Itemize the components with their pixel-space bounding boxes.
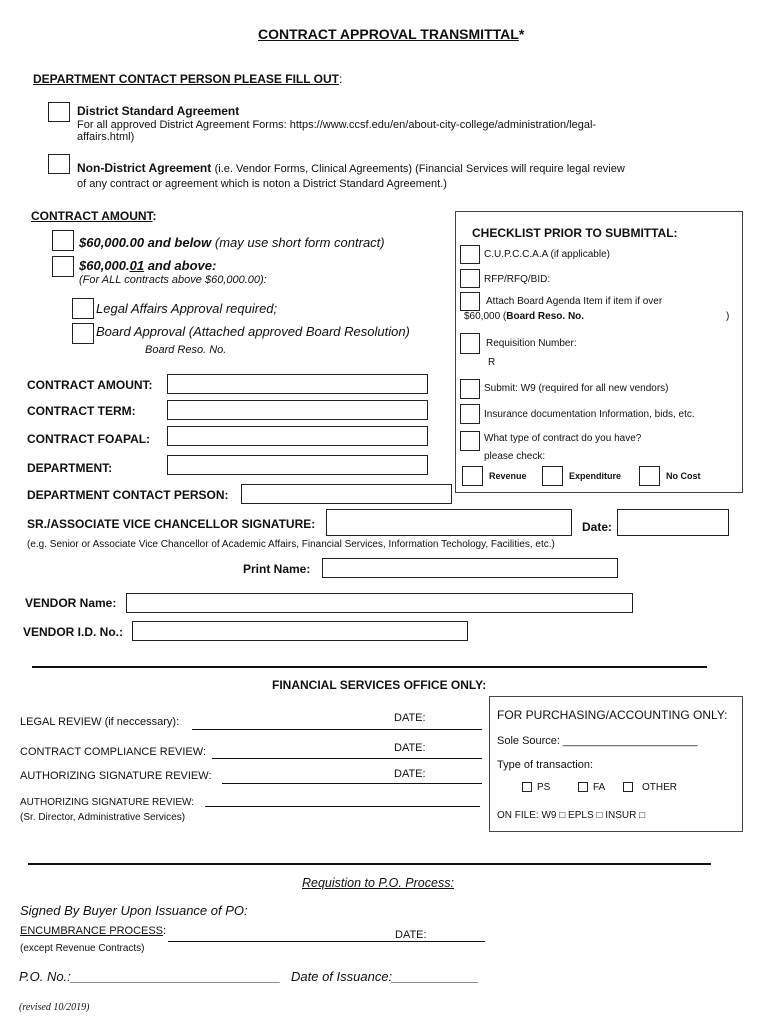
other-label: OTHER bbox=[642, 782, 677, 793]
no-cost-checkbox[interactable] bbox=[639, 466, 660, 486]
non-district-desc: (i.e. Vendor Forms, Clinical Agreements) (Financial Services will require legal review bbox=[214, 163, 625, 175]
insurance-label: Insurance documentation Information, bids, etc. bbox=[484, 409, 695, 420]
po-number-label: P.O. No.:_____________________________ bbox=[19, 969, 281, 984]
auth-sig-label: AUTHORIZING SIGNATURE REVIEW: bbox=[20, 770, 212, 782]
compliance-label: CONTRACT COMPLIANCE REVIEW: bbox=[20, 746, 207, 758]
revenue-checkbox[interactable] bbox=[462, 466, 483, 486]
insurance-checkbox[interactable] bbox=[460, 404, 480, 424]
vendor-id-input[interactable] bbox=[132, 621, 468, 641]
auth-sig-line[interactable] bbox=[222, 783, 482, 784]
board-agenda-reso: $60,000 (Board Reso. No. bbox=[464, 311, 585, 322]
dept-contact-input[interactable] bbox=[241, 484, 452, 504]
contract-amount-input[interactable] bbox=[167, 374, 428, 394]
auth-sig-2-label: AUTHORIZING SIGNATURE REVIEW: bbox=[20, 797, 195, 808]
vendor-id-label: VENDOR I.D. No.: bbox=[23, 625, 124, 639]
requisition-checkbox[interactable] bbox=[460, 333, 480, 354]
dept-contact-header: DEPARTMENT CONTACT PERSON PLEASE FILL OUT: bbox=[33, 72, 343, 86]
fa-checkbox[interactable] bbox=[578, 782, 588, 792]
dept-contact-label: DEPARTMENT CONTACT PERSON: bbox=[27, 488, 229, 502]
sr-signature-label: SR./ASSOCIATE VICE CHANCELLOR SIGNATURE: bbox=[27, 517, 316, 531]
contract-foapal-label: CONTRACT FOAPAL: bbox=[27, 432, 151, 446]
purchasing-header: FOR PURCHASING/ACCOUNTING ONLY: bbox=[497, 708, 728, 722]
contract-amount-label: CONTRACT AMOUNT: bbox=[27, 378, 153, 392]
amount-above-note: (For ALL contracts above $60,000.00): bbox=[79, 274, 267, 286]
date-label: Date: bbox=[582, 520, 613, 534]
legal-affairs-label: Legal Affairs Approval required; bbox=[96, 301, 278, 316]
date-of-issuance-label: Date of Issuance:____________ bbox=[291, 969, 479, 984]
print-name-input[interactable] bbox=[322, 558, 618, 578]
fso-header: FINANCIAL SERVICES OFFICE ONLY: bbox=[272, 678, 487, 692]
print-name-label: Print Name: bbox=[243, 562, 311, 576]
contract-foapal-input[interactable] bbox=[167, 426, 428, 446]
section-divider bbox=[32, 666, 707, 668]
board-approval-label: Board Approval (Attached approved Board Resolution) bbox=[96, 324, 410, 339]
ps-label: PS bbox=[537, 782, 551, 793]
requisition-label: Requisition Number: bbox=[486, 338, 577, 349]
w9-checkbox[interactable] bbox=[460, 379, 480, 399]
contract-term-label: CONTRACT TERM: bbox=[27, 404, 136, 418]
expenditure-label: Expenditure bbox=[569, 471, 622, 481]
department-label: DEPARTMENT: bbox=[27, 461, 113, 475]
signature-example: (e.g. Senior or Associate Vice Chancellor of Academic Affairs, Financial Services, Information Techology, Facilities, etc.) bbox=[27, 539, 555, 550]
expenditure-checkbox[interactable] bbox=[542, 466, 563, 486]
non-district-checkbox[interactable] bbox=[48, 154, 70, 174]
encumbrance-date-label: DATE: bbox=[395, 929, 427, 941]
amount-above-checkbox[interactable] bbox=[52, 256, 74, 277]
section-divider-2 bbox=[28, 863, 711, 865]
board-approval-checkbox[interactable] bbox=[72, 323, 94, 344]
other-checkbox[interactable] bbox=[623, 782, 633, 792]
except-revenue-label: (except Revenue Contracts) bbox=[20, 943, 145, 954]
revenue-label: Revenue bbox=[489, 471, 527, 481]
auth-sig-date-label: DATE: bbox=[394, 768, 426, 780]
page-title: CONTRACT APPROVAL TRANSMITTAL* bbox=[258, 26, 525, 42]
transaction-type-label: Type of transaction: bbox=[497, 759, 593, 771]
requisition-prefix: R bbox=[488, 357, 496, 368]
rfp-label: RFP/RFQ/BID: bbox=[484, 274, 551, 285]
sole-source-label: Sole Source: ______________________ bbox=[497, 735, 698, 747]
please-check-label: please check: bbox=[484, 451, 546, 462]
legal-affairs-checkbox[interactable] bbox=[72, 298, 94, 319]
cupccaa-label: C.U.P.C.C.A.A (if applicable) bbox=[484, 249, 610, 260]
legal-review-line[interactable] bbox=[192, 729, 482, 730]
compliance-date-label: DATE: bbox=[394, 742, 426, 754]
non-district-desc-2: of any contract or agreement which is noton a District Standard Agreement.) bbox=[77, 178, 447, 190]
contract-type-question: What type of contract do you have? bbox=[484, 433, 642, 444]
fa-label: FA bbox=[593, 782, 606, 793]
rfp-checkbox[interactable] bbox=[460, 269, 480, 288]
department-input[interactable] bbox=[167, 455, 428, 475]
board-agenda-reso-close: ) bbox=[726, 311, 730, 322]
cupccaa-checkbox[interactable] bbox=[460, 245, 480, 264]
sr-director-label: (Sr. Director, Administrative Services) bbox=[20, 812, 186, 823]
contract-amount-header: CONTRACT AMOUNT: bbox=[31, 209, 157, 223]
non-district-label: Non-District Agreement bbox=[77, 161, 212, 175]
encumbrance-label: ENCUMBRANCE PROCESS: bbox=[20, 925, 167, 937]
contract-type-checkbox[interactable] bbox=[460, 431, 480, 451]
amount-below-checkbox[interactable] bbox=[52, 230, 74, 251]
no-cost-label: No Cost bbox=[666, 471, 701, 481]
sr-signature-input[interactable] bbox=[326, 509, 572, 536]
district-standard-desc: For all approved District Agreement Forms: https://www.ccsf.edu/en/about-city-college/administration/legal- bbox=[77, 119, 597, 131]
req-to-po-header: Requistion to P.O. Process: bbox=[302, 876, 454, 890]
district-standard-label: District Standard Agreement bbox=[77, 104, 240, 118]
auth-sig-2-line[interactable] bbox=[205, 806, 480, 807]
board-agenda-checkbox[interactable] bbox=[460, 292, 480, 311]
checklist-title: CHECKLIST PRIOR TO SUBMITTAL: bbox=[472, 226, 678, 240]
legal-review-date-label: DATE: bbox=[394, 712, 426, 724]
legal-review-label: LEGAL REVIEW (if neccessary): bbox=[20, 716, 180, 728]
encumbrance-line[interactable] bbox=[168, 941, 485, 942]
on-file-label: ON FILE: W9 □ EPLS □ INSUR □ bbox=[497, 810, 646, 821]
revised-date: (revised 10/2019) bbox=[19, 1002, 90, 1013]
non-district-row bbox=[77, 161, 625, 175]
contract-term-input[interactable] bbox=[167, 400, 428, 420]
ps-checkbox[interactable] bbox=[522, 782, 532, 792]
compliance-line[interactable] bbox=[212, 758, 482, 759]
board-agenda-label: Attach Board Agenda Item if item if over bbox=[486, 296, 663, 307]
w9-label: Submit: W9 (required for all new vendors) bbox=[484, 383, 669, 394]
district-standard-desc-2: affairs.html) bbox=[77, 131, 135, 143]
amount-below-row: $60,000.00 and below (may use short form contract) bbox=[79, 235, 385, 250]
district-standard-checkbox[interactable] bbox=[48, 102, 70, 122]
board-reso-label: Board Reso. No. bbox=[145, 344, 227, 356]
signed-by-label: Signed By Buyer Upon Issuance of PO: bbox=[20, 903, 248, 918]
amount-above-label: $60,000.01 and above: bbox=[79, 258, 217, 273]
vendor-name-label: VENDOR Name: bbox=[25, 596, 117, 610]
vendor-name-input[interactable] bbox=[126, 593, 633, 613]
date-input[interactable] bbox=[617, 509, 729, 536]
